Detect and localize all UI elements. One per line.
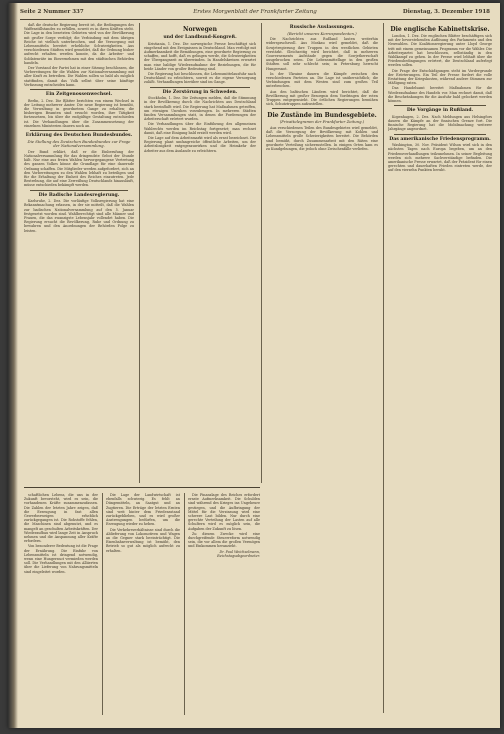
paragraph: Der Bund erklärt, daß er die Einberufung der Nationalversammlung für das dringendste Gebot der Stunde hält. Nur eine aus freien Wahlen hervorgegangene Vertretung des ganzen Volkes könne die Grundlage für eine dauernde Ordnung schaffen. Die Mitglieder werden aufgefordert, sich an den Vorbereitungen zu den Wahlen lebhaft zu beteiligen und für die Erhaltung der Einheit des Reiches einzutreten. Jede Bestrebung, die auf eine Zerreißung Deutschlands hinausläuft, müsse entschieden bekämpft werden.: [24, 149, 134, 188]
paragraph: Kopenhagen, 2. Dez. Nach Meldungen aus Helsingfors dauern die Kämpfe an der finnischen Grenze fort. Die finnische Regierung hat die Mobilmachung weiterer Jahrgänge angeordnet.: [388, 114, 492, 132]
author-signature: Dr. Paul Weichselmann, Reichstagsabgeordneter.: [217, 549, 260, 558]
paragraph: Die Nachrichten aus Rußland lauten weiterhin widerspruchsvoll. Aus Moskau wird gemeldet, daß die Sowjetregierung ihre Truppen in den westlichen Gebieten verstärkt. Gleichzeitig wird berichtet, daß in mehreren Gouvernements Aufstände gegen die Sowjetherrschaft ausgebrochen seien. Die Lebensmittellage in den großen Städten soll sehr schlecht sein; in Petersburg herrscht Hungersnot.: [266, 37, 378, 71]
article-heading: Erklärung des Deutschen Bundesbundes.: [25, 133, 133, 139]
divider: [30, 190, 128, 191]
divider: [272, 108, 372, 109]
page-header: [20, 7, 490, 20]
article-heading: Die Zustände im Bundesgebiete.: [267, 112, 377, 120]
paragraph: Von besonderer Bedeutung ist die Frage der Ernährung. Die Einfuhr von Lebensmitteln ist dringend notwendig, wenn eine Hungersnot vermieden werden soll. Die Verhandlungen mit den Alliierten über die Lieferung von Nahrungsmitteln sind eingeleitet worden.: [24, 544, 98, 574]
bottom-column-1: [24, 493, 98, 715]
article-heading: Norwegen: [182, 26, 217, 33]
article-subheading: (Bericht unseres Korrespondenten.): [287, 30, 357, 36]
article-subheading: (Privattelegramm der Frankfurter Zeitung.): [279, 119, 365, 125]
paragraph: Aus den baltischen Ländern wird berichtet, daß die Bevölkerung mit großer Besorgnis dem Vordringen der roten Truppen entgegensieht. Die örtlichen Regierungen bemühen sich, Schutztruppen aufzustellen.: [266, 89, 378, 107]
book-spine: [8, 3, 18, 728]
bottom-column-2: [106, 493, 180, 715]
paragraph: Kristiania, 1. Dez. Die norwegische Presse beschäftigt sich eingehend mit den Ereignissen in Deutschland. Man verfolgt mit Aufmerksamkeit die Bemühungen, eine geordnete Regierung zu schaffen, und hofft, daß es gelingen werde, die Schwierigkeiten der Übergangszeit zu überwinden. In Handelskreisen erwartet man eine baldige Wiederaufnahme der Beziehungen, die für beide Länder von großer Bedeutung sind.: [144, 41, 256, 71]
paragraph: daß die deutsche Regierung bereit ist, die Bedingungen des Waffenstillstandes zu erfüllen, soweit es in ihren Kräften steht. Die Lage in den besetzten Gebieten wird von der Bevölkerung mit großer Sorge verfolgt; die Verbindung mit dem übrigen Reiche ist vielfach unterbrochen, und die Versorgung mit Lebensmitteln bereitet erhebliche Schwierigkeiten. Aus verschiedenen Städten wird gemeldet, daß die Ordnung bisher aufrecht erhalten werden konnte, da die Arbeiter- und Soldatenräte im Einvernehmen mit den städtischen Behörden handeln.: [24, 23, 134, 65]
article-heading: Die Badische Landesregierung.: [38, 192, 120, 198]
paragraph: Aus verschiedenen Teilen des Bundesgebietes wird gemeldet, daß die Versorgung der Bevölkerung mit Kohlen und Lebensmitteln große Schwierigkeiten bereitet. Die Behörden sind bemüht, durch Zusammenarbeit mit den Räten eine geordnete Verteilung sicherzustellen. In einigen Orten kam es zu Kundgebungen, die jedoch ohne Zwischenfälle verliefen.: [266, 126, 378, 152]
article-heading: Die Zerstörung in Schweden.: [162, 89, 238, 95]
paragraph: Der Vorstand der Partei hat in einer Sitzung beschlossen, die Vorbereitungen für die Wahlen zur Nationalversammlung mit aller Kraft zu betreiben. Die Wahlen sollen so bald als möglich stattfinden, damit das Volk selbst über seine künftige Verfassung entscheiden kann.: [24, 66, 134, 87]
column-2: [144, 23, 256, 483]
paragraph: Die Lage der Landwirtschaft ist ebenfalls schwierig. Es fehlt an Düngemitteln, an Saatgut und an Zugtieren. Die Erträge der letzten Ernten sind weit hinter dem Friedensstand zurückgeblieben, und es wird großer Anstrengungen bedürfen, um die Erzeugung wieder zu heben.: [106, 493, 180, 527]
divider: [30, 89, 128, 90]
divider: [150, 87, 250, 88]
paragraph: In der Ukraine dauern die Kämpfe zwischen den verschiedenen Parteien an. Die Lage ist unübersichtlich; die Verbindungen mit dem Westen sind zum großen Teil unterbrochen.: [266, 71, 378, 89]
page-number: Seite 2 Nummer 337: [20, 9, 84, 15]
section-rule: [24, 487, 260, 488]
article-subheading: Die Stellung des Deutschen Bundesbundes zur Frage der Nationalversammlung.: [27, 138, 131, 149]
paragraph: Zu diesem Zwecke wird eine durchgreifende Steuerreform notwendig sein, die vor allem die großen Vermögen und Einkommen heranzieht.: [188, 531, 260, 549]
article-heading: Die englische Kabinettskrise.: [390, 26, 490, 33]
paragraph: Karlsruhe, 2. Dez. Die vorläufige Volksregierung hat eine Bekanntmachung erlassen, in der sie mitteilt, daß die Wahlen zur badischen Nationalversammlung auf den 5. Januar festgesetzt worden sind. Wahlberechtigt sind alle Männer und Frauen, die das zwanzigste Lebensjahr vollendet haben. Die Regierung ersucht die Bevölkerung, Ruhe und Ordnung zu bewahren und den Anordnungen der Behörden Folge zu leisten.: [24, 199, 134, 233]
article-heading: Das amerikanische Friedensprogramm.: [389, 136, 491, 142]
article-heading: und der Landbund-Kongreß.: [163, 35, 237, 40]
article-heading: Ein Zeitgenossenwechsel.: [45, 92, 113, 98]
paragraph: Die Lage auf dem Arbeitsmarkt wird als ernst bezeichnet. Die Regierung plant umfangreiche öffentliche Arbeiten, um der Arbeitslosigkeit entgegenzuwirken und die Heimkehr der Arbeiter aus dem Auslande zu erleichtern.: [144, 136, 256, 153]
paragraph: Die Regierung hat beschlossen, die Lebensmittelausfuhr nach Deutschland zu erleichtern, soweit es die eigene Versorgung zuläßt. Verhandlungen hierüber sind im Gange.: [144, 72, 256, 85]
paragraph: schaftlichen Lebens, die uns in der Zukunft bevorsteht, wird es sein, die vorhandenen Kräfte zusammenzufassen. Die Zahlen der letzten Jahre zeigen, daß die Erzeugung in fast allen Gewerbezweigen erheblich zurückgegangen ist. Die Rohstoffe fehlen, die Maschinen sind abgenutzt, und es mangelt an geschulten Arbeitskräften. Der Wiederaufbau wird lange Zeit in Anspruch nehmen und die Anspannung aller Kräfte erfordern.: [24, 493, 98, 544]
paragraph: Washington, 30. Nov. Präsident Wilson wird sich in den nächsten Tagen nach Europa begeben, um an den Friedensverhandlungen teilzunehmen. In seiner Begleitung werden sich mehrere Sachverständige befinden. Die amerikanische Presse erwartet, daß der Präsident für einen gerechten und dauerhaften Frieden eintreten werde, der auf den vierzehn Punkten beruht.: [388, 143, 492, 173]
column-separator: [139, 23, 140, 483]
paragraph: Die Finanzlage des Reiches erfordert ernste Aufmerksamkeit. Die Schulden sind während des Krieges ins Ungeheure gestiegen, und die Aufbringung der Mittel für die Verzinsung wird eine schwere Last bilden. Nur durch eine gerechte Verteilung der Lasten auf alle Schultern wird es möglich sein, die Aufgaben der Zukunft zu lösen.: [188, 493, 260, 531]
paragraph: Berlin, 2. Dez. Die Blätter berichten von einem Wechsel in der Leitung mehrerer Ämter. Die neue Regierung ist bemüht, die Verwaltung in geordnetem Gange zu erhalten; die bisherigen Beamten sind ersucht worden, ihre Tätigkeit fortzusetzen, bis über die endgültige Gestaltung entschieden ist. Die Verhandlungen über die Zusammensetzung der einzelnen Ministerien dauern noch an.: [24, 98, 134, 128]
paragraph: Die Verkehrsverhältnisse sind durch die Ablieferung von Lokomotiven und Wagen an die Gegner stark beeinträchtigt. Die Eisenbahnverwaltung ist bemüht, den Betrieb so gut als möglich aufrecht zu erhalten.: [106, 527, 180, 553]
paragraph: London, 1. Dez. Die englischen Blätter beschäftigen sich mit der bevorstehenden Auflösung des Parlaments und den Neuwahlen. Die Koalitionsregierung unter Lloyd George tritt mit einem gemeinsamen Programm vor die Wähler. Die Arbeiterpartei hat beschlossen, selbständig in den Wahlkampf zu gehen. In der Presse wird lebhaft über die Friedensbedingungen erörtert, die Deutschland auferlegt werden sollen.: [388, 34, 492, 68]
newspaper-page: [8, 3, 500, 728]
divider: [30, 130, 128, 131]
divider: [394, 105, 486, 106]
column-1: [24, 23, 134, 491]
paragraph: Die Frage der Entschädigungen steht im Vordergrunde der Erörterungen. Ein Teil der Presse fordert die volle Erstattung der Kriegskosten, während andere Stimmen zur Mäßigung raten.: [388, 68, 492, 86]
paragraph: Das Handelsamt bereitet Maßnahmen für die Wiederaufnahme des Handels vor. Man rechnet damit, daß die Beschränkungen für die Ausfuhr bald gelockert werden können.: [388, 86, 492, 104]
article-heading: Die Vorgänge in Rußland.: [406, 108, 474, 114]
column-4: [388, 23, 492, 713]
column-separator: [383, 23, 384, 713]
article-heading: Russische Auslassungen.: [289, 25, 355, 30]
paragraph: Die Verhandlungen über die Einführung des allgemeinen Wahlrechts werden im Reichstag fortgesetzt; man rechnet damit, daß eine Einigung bald erzielt werden wird.: [144, 122, 256, 135]
column-3: [266, 23, 378, 713]
bottom-column-3: [188, 493, 260, 715]
column-separator: [261, 23, 262, 483]
column-separator: [102, 493, 103, 715]
column-separator: [184, 493, 185, 715]
paragraph: Stockholm, 1. Dez. Die Zeitungen melden, daß die Stimmung in der Bevölkerung durch die Nachrichten aus Deutschland stark beeinflußt wird. Die Regierung hat Maßnahmen getroffen, um etwaigen Unruhen vorzubeugen. In mehreren Städten fanden Versammlungen statt, in denen die Forderungen der Arbeiterschaft erörtert wurden.: [144, 96, 256, 122]
divider: [394, 134, 486, 135]
masthead: Erstes Morgenblatt der Frankfurter Zeitung: [193, 9, 317, 15]
issue-date: Dienstag, 3. Dezember 1918: [402, 9, 490, 15]
